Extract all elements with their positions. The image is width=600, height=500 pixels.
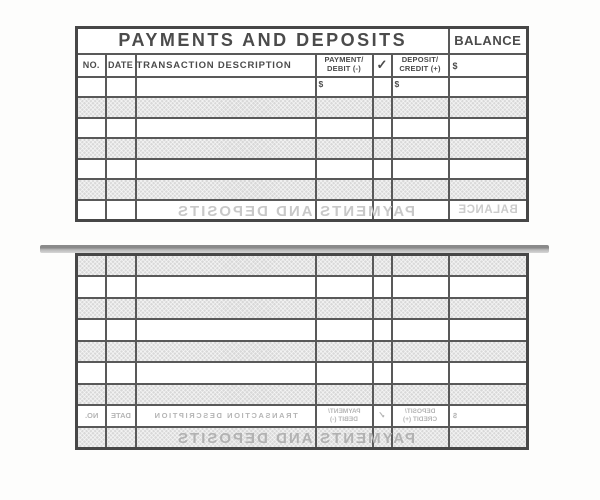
cell-deposit <box>392 384 449 406</box>
dollar-sign: $ <box>318 78 324 89</box>
register-row <box>77 276 528 298</box>
cell-payment <box>316 77 373 98</box>
ghost-text: CREDIT (+) <box>402 415 438 423</box>
cell-no <box>77 159 106 180</box>
cell-balance <box>449 138 528 159</box>
cell-date <box>106 159 136 180</box>
register-row <box>77 362 528 384</box>
cell-no <box>77 362 106 384</box>
cell-check <box>373 77 392 98</box>
cell-no <box>77 405 106 427</box>
cell-check <box>373 118 392 139</box>
column-header-no: NO. <box>77 54 106 77</box>
cell-balance <box>449 362 528 384</box>
cell-balance <box>449 405 528 427</box>
cell-no <box>77 97 106 118</box>
ghost-header-no <box>78 411 105 420</box>
deposit-header-line1: DEPOSIT/ <box>401 55 439 65</box>
cell-balance <box>449 298 528 320</box>
register-row <box>77 319 528 341</box>
cell-payment <box>316 255 373 277</box>
cell-description <box>136 138 316 159</box>
cell-no <box>77 77 106 98</box>
register-row <box>77 384 528 406</box>
cell-date <box>106 362 136 384</box>
cell-description <box>136 276 316 298</box>
ghost-text: PAYMENT/ <box>327 408 361 416</box>
payment-header-line2: DEBIT (-) <box>327 64 361 73</box>
ghost-text: DEPOSIT/ <box>404 408 436 416</box>
column-header-payment <box>316 54 373 77</box>
cell-description <box>136 118 316 139</box>
column-header-date: DATE <box>106 54 136 77</box>
column-header-checkmark-icon: ✓ <box>373 54 392 77</box>
cell-no <box>77 179 106 200</box>
ghost-text-line1 <box>317 408 372 415</box>
column-header-deposit <box>392 54 449 77</box>
cell-deposit <box>392 97 449 118</box>
cell-description <box>136 77 316 98</box>
cell-deposit <box>392 138 449 159</box>
cell-date <box>106 97 136 118</box>
cell-check <box>373 341 392 363</box>
cell-payment <box>316 319 373 341</box>
cell-check <box>373 427 392 449</box>
ghost-balance-showthrough <box>450 204 527 216</box>
page-title: PAYMENTS AND DEPOSITS <box>77 28 449 54</box>
cell-date <box>106 341 136 363</box>
register-row <box>77 138 528 159</box>
cell-deposit <box>392 255 449 277</box>
cell-deposit <box>392 362 449 384</box>
register-row <box>77 255 528 277</box>
cell-no <box>77 200 106 221</box>
ghost-title-text: PAYMENTS AND DEPOSITS <box>176 429 415 447</box>
cell-payment <box>316 97 373 118</box>
cell-payment <box>316 179 373 200</box>
cell-no <box>77 319 106 341</box>
register-row <box>77 298 528 320</box>
cell-deposit <box>392 405 449 427</box>
cell-no <box>77 118 106 139</box>
cell-date <box>106 200 136 221</box>
cell-date <box>106 77 136 98</box>
register-table-front <box>75 26 529 222</box>
cell-balance <box>449 427 528 449</box>
cell-payment <box>316 384 373 406</box>
cell-deposit <box>392 77 449 98</box>
cell-check <box>373 405 392 427</box>
cell-balance <box>449 200 528 221</box>
register-row <box>77 200 528 221</box>
cell-balance <box>449 97 528 118</box>
cell-balance <box>449 159 528 180</box>
ghost-header-balance-dollar <box>450 411 530 420</box>
cell-date <box>106 405 136 427</box>
cell-description <box>136 97 316 118</box>
cell-no <box>77 427 106 449</box>
cell-payment <box>316 118 373 139</box>
column-header-description: TRANSACTION DESCRIPTION <box>136 54 316 77</box>
register-row <box>77 77 528 98</box>
cell-payment <box>316 200 373 221</box>
cell-balance <box>449 276 528 298</box>
register-title-row <box>77 28 528 54</box>
cell-description <box>136 405 316 427</box>
cell-payment <box>316 276 373 298</box>
cell-payment <box>316 405 373 427</box>
ghost-header-checkmark-icon <box>374 410 391 421</box>
cell-description <box>136 384 316 406</box>
cell-balance <box>449 118 528 139</box>
cell-payment <box>316 362 373 384</box>
cell-deposit <box>392 319 449 341</box>
cell-check <box>373 97 392 118</box>
cell-description <box>136 159 316 180</box>
cell-balance <box>449 319 528 341</box>
register-row <box>77 405 528 427</box>
balance-heading: BALANCE <box>449 28 528 54</box>
ghost-text: TRANSACTION DESCRIPTION <box>153 411 298 421</box>
cell-description <box>136 179 316 200</box>
page-edge-separator <box>40 245 549 253</box>
payment-header-line1: PAYMENT/ <box>324 55 364 65</box>
cell-date <box>106 298 136 320</box>
cell-payment <box>316 298 373 320</box>
ghost-header-date <box>107 411 135 420</box>
ghost-header-description <box>137 411 315 420</box>
dollar-sign: $ <box>452 61 458 71</box>
cell-payment <box>316 341 373 363</box>
register-row <box>77 341 528 363</box>
cell-description <box>136 319 316 341</box>
cell-description <box>136 298 316 320</box>
register-row <box>77 97 528 118</box>
ghost-title-text: PAYMENTS AND DEPOSITS <box>176 202 415 220</box>
cell-no <box>77 384 106 406</box>
cell-check <box>373 138 392 159</box>
cell-check <box>373 362 392 384</box>
cell-deposit <box>392 200 449 221</box>
register-row <box>77 159 528 180</box>
cell-payment <box>316 138 373 159</box>
cell-date <box>106 319 136 341</box>
cell-description <box>136 255 316 277</box>
cell-balance <box>449 179 528 200</box>
cell-check <box>373 159 392 180</box>
cell-check <box>373 255 392 277</box>
cell-deposit <box>392 118 449 139</box>
cell-deposit <box>392 159 449 180</box>
register-row <box>77 427 528 449</box>
cell-date <box>106 138 136 159</box>
cell-balance <box>449 341 528 363</box>
cell-check <box>373 319 392 341</box>
cell-no <box>77 341 106 363</box>
cell-date <box>106 255 136 277</box>
ghost-header-payment <box>317 408 372 423</box>
cell-no <box>77 255 106 277</box>
cell-payment <box>316 159 373 180</box>
ghost-text: DATE <box>110 411 131 421</box>
cell-deposit <box>392 341 449 363</box>
cell-date <box>106 118 136 139</box>
cell-deposit <box>392 427 449 449</box>
cell-date <box>106 427 136 449</box>
register-table-back <box>75 253 529 450</box>
ghost-text-line2 <box>393 416 448 423</box>
deposit-header-line2: CREDIT (+) <box>399 64 441 73</box>
column-header-balance-dollar <box>449 54 528 77</box>
cell-balance <box>449 384 528 406</box>
ghost-text: DEBIT (-) <box>330 415 358 423</box>
cell-description <box>136 362 316 384</box>
cell-check <box>373 200 392 221</box>
ghost-text: NO. <box>84 411 98 421</box>
cell-check <box>373 384 392 406</box>
cell-no <box>77 298 106 320</box>
cell-deposit <box>392 276 449 298</box>
cell-payment <box>316 427 373 449</box>
cell-deposit <box>392 298 449 320</box>
cell-check <box>373 298 392 320</box>
cell-no <box>77 138 106 159</box>
ghost-balance-text: BALANCE <box>457 203 518 216</box>
cell-check <box>373 276 392 298</box>
cell-deposit <box>392 179 449 200</box>
register-row <box>77 118 528 139</box>
cell-balance <box>449 255 528 277</box>
register-row <box>77 179 528 200</box>
register-header-row <box>77 54 528 77</box>
cell-date <box>106 276 136 298</box>
ghost-text: $ <box>452 411 457 421</box>
cell-date <box>106 179 136 200</box>
cell-balance <box>449 77 528 98</box>
ghost-header-deposit <box>393 408 448 423</box>
ghost-text-line1 <box>393 408 448 415</box>
cell-no <box>77 276 106 298</box>
ghost-text: ✓ <box>378 410 386 421</box>
dollar-sign: $ <box>394 78 400 89</box>
cell-description <box>136 200 415 221</box>
cell-description <box>136 341 316 363</box>
cell-description <box>136 427 415 449</box>
cell-date <box>106 384 136 406</box>
ghost-text-line2 <box>317 416 372 423</box>
cell-check <box>373 179 392 200</box>
